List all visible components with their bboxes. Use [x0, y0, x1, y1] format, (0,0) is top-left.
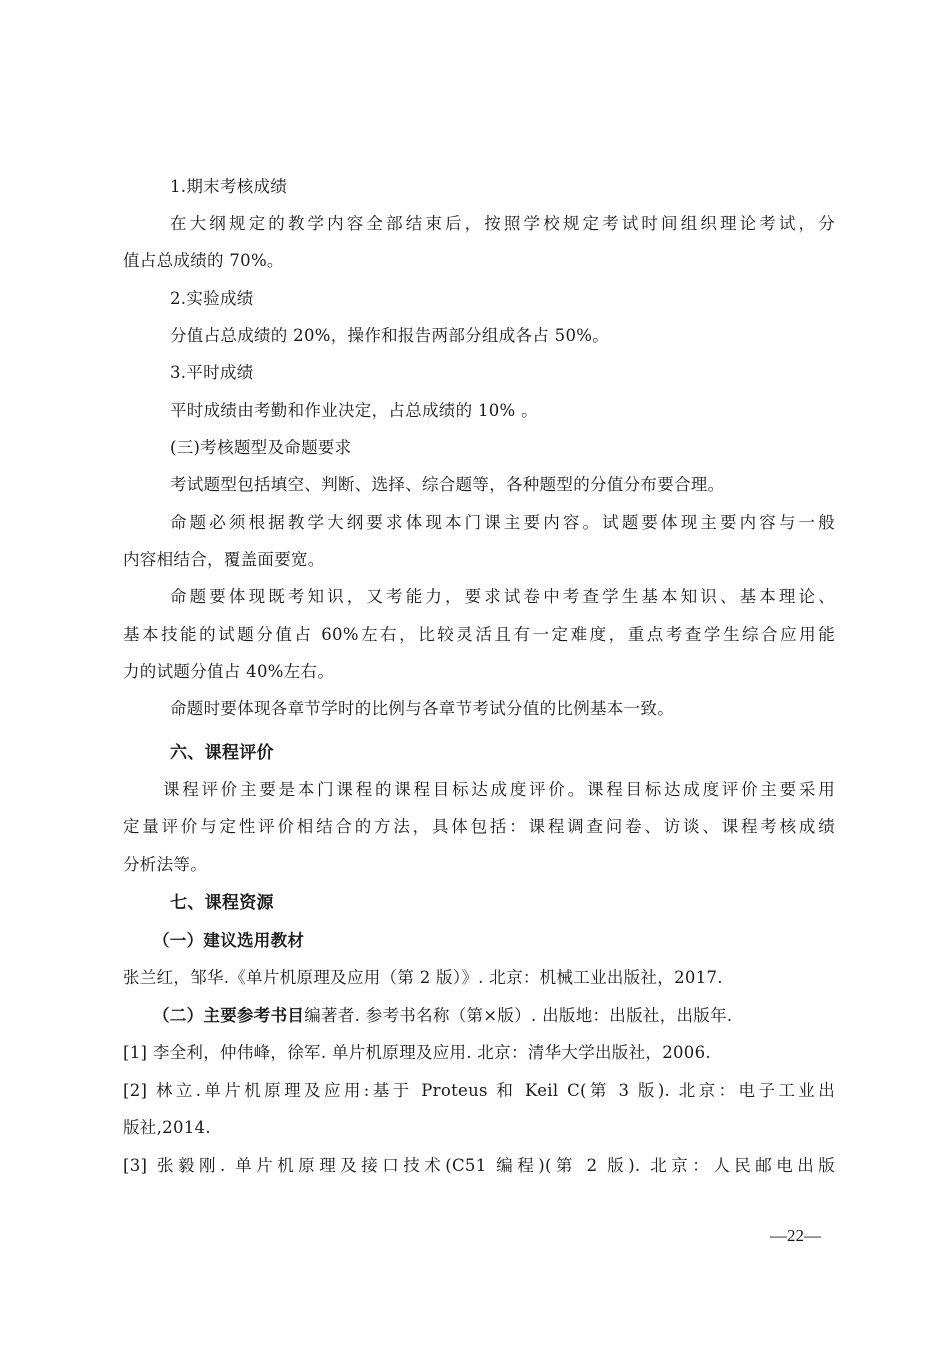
- paragraph-line: 定量评价与定性评价相结合的方法，具体包括：课程调查问卷、访谈、课程考核成绩: [123, 817, 835, 836]
- subheading-final-exam: 1.期末考核成绩: [170, 177, 288, 196]
- paragraph-line: 内容相结合，覆盖面要宽。: [123, 550, 325, 569]
- paragraph-line: 命题要体现既考知识，又考能力，要求试卷中考查学生基本知识、基本理论、: [170, 587, 835, 606]
- paragraph-line: 命题必须根据教学大纲要求体现本门课主要内容。试题要体现主要内容与一般: [170, 513, 835, 532]
- subheading-lab-score: 2.实验成绩: [170, 289, 254, 308]
- paragraph-line: 值占总成绩的 70%。: [123, 251, 284, 270]
- paragraph-line: 基本技能的试题分值占 60%左右，比较灵活且有一定难度，重点考查学生综合应用能: [123, 625, 835, 644]
- textbook-citation: 张兰红，邹华.《单片机原理及应用（第 2 版）》. 北京：机械工业出版社，2017.: [123, 968, 723, 987]
- paragraph-line: 课程评价主要是本门课程的课程目标达成度评价。课程目标达成度评价主要采用: [163, 780, 835, 799]
- section-heading-course-resources: 七、课程资源: [170, 893, 274, 913]
- reference-item: [2] 林立.单片机原理及应用:基于 Proteus 和 Keil C(第 3 版). 北京：电子工业出: [123, 1081, 835, 1100]
- paragraph-line: 分析法等。: [123, 855, 207, 874]
- reference-heading-line: [153, 1004, 835, 1028]
- reference-item-continued: 版社,2014.: [123, 1118, 211, 1137]
- reference-item: [3] 张毅刚. 单片机原理及接口技术(C51 编程)(第 2 版). 北京：人民邮电出版: [123, 1156, 835, 1175]
- subheading-references: （二）主要参考书目: [153, 1006, 305, 1025]
- paragraph-line: 命题时要体现各章节学时的比例与各章节考试分值的比例基本一致。: [170, 699, 674, 718]
- subheading-regular-score: 3.平时成绩: [170, 363, 254, 382]
- reference-item: [1] 李全利，仲伟峰，徐军. 单片机原理及应用. 北京：清华大学出版社，2006.: [123, 1043, 711, 1062]
- paragraph-line: 力的试题分值占 40%左右。: [123, 662, 335, 681]
- paragraph-line: 平时成绩由考勤和作业决定，占总成绩的 10% 。: [170, 401, 538, 420]
- page-number: —22—: [770, 1226, 821, 1245]
- subheading-question-types: (三)考核题型及命题要求: [170, 438, 352, 457]
- paragraph-line: 在大纲规定的教学内容全部结束后，按照学校规定考试时间组织理论考试，分: [170, 214, 835, 233]
- paragraph-line: 分值占总成绩的 20%，操作和报告两部分组成各占 50%。: [170, 326, 610, 345]
- reference-format-note: 编著者. 参考书名称（第×版）. 出版地：出版社，出版年.: [304, 1006, 733, 1025]
- section-heading-course-evaluation: 六、课程评价: [170, 743, 274, 763]
- paragraph-line: 考试题型包括填空、判断、选择、综合题等，各种题型的分值分布要合理。: [170, 475, 725, 494]
- subheading-textbook: （一）建议选用教材: [153, 931, 305, 950]
